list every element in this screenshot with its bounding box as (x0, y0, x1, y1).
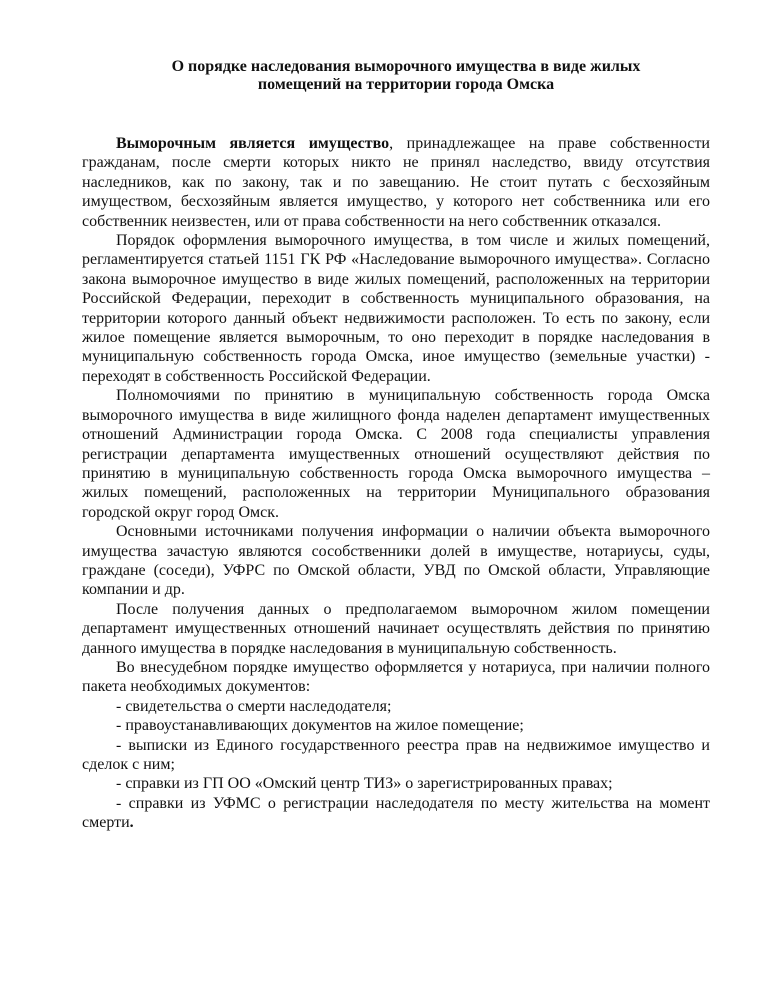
document-body (82, 134, 710, 833)
intro-paragraph (82, 134, 710, 231)
intro-bold-lead: Выморочным является имущество (116, 135, 390, 152)
paragraph-procedure: После получения данных о предполагаемом выморочном жилом помещении департамент имущественных отношений начинает осуществлять действия по принятию данного имущества в порядке наследования в муниципальную собственность. (82, 600, 710, 657)
last-item-period: . (129, 814, 134, 832)
paragraph-legal-basis: Порядок оформления выморочного имущества, в том числе и жилых помещений, регламентируется статьей 1151 ГК РФ «Наследование выморочного имущества». Согласно закона выморочное имущество в виде жилых помещений, расположенных на территории Российской Федерации, переходит в собственность муниципального образования, на территории которого данный объект недвижимости расположен. То есть по закону, если жилое помещение является выморочным, то оно переходит в порядке наследования в муниципальную собственность города Омска, иное имущество (земельные участки) - переходят в собственность Российской Федерации. (82, 232, 710, 385)
list-item: - правоустанавливающих документов на жилое помещение; (116, 717, 524, 735)
list-item: - свидетельства о смерти наследодателя; (116, 697, 392, 715)
last-item-text: - справки из УФМС о регистрации наследодателя по месту жительства на момент смерти (82, 794, 710, 832)
list-item: - справки из ГП ОО «Омский центр ТИЗ» о зарегистрированных правах; (116, 775, 613, 793)
list-item-last (82, 794, 710, 833)
list-item: - выписки из Единого государственного реестра прав на недвижимое имущество и сделок с ним; (82, 736, 710, 773)
paragraph-sources: Основными источниками получения информации о наличии объекта выморочного имущества зачастую являются сособственники долей в имуществе, нотариусы, суды, граждане (соседи), УФРС по Омской области, УВД по Омской области, Управляющие компании и др. (82, 523, 710, 599)
paragraph-authority: Полномочиями по принятию в муниципальную собственность города Омска выморочного имущества в виде жилищного фонда наделен департамент имущественных отношений Администрации города Омска. С 2008 года специалисты управления регистрации департамента имущественных отношений осуществляют действия по принятию в муниципальную собственность города Омска выморочного имущества – жилых помещений, расположенных на территории Муниципального образования городской округ город Омск. (82, 387, 710, 521)
document-page (82, 58, 710, 833)
paragraph-notary: Во внесудебном порядке имущество оформляется у нотариуса, при наличии полного пакета необходимых документов: (82, 658, 710, 696)
document-title: О порядке наследования выморочного имущества в виде жилых помещений на территории города Омска (171, 58, 641, 93)
intro-rest: , принадлежащее на праве собственности гражданам, после смерти которых никто не принял наследство, ввиду отсутствия наследников, как по закону, так и по завещанию. Не стоит путать с бесхозяйным имуществом, бесхозяйным является имущество, у которого нет собственника или его собственник неизвестен, или от права собственности на него собственник отказался. (82, 135, 710, 230)
